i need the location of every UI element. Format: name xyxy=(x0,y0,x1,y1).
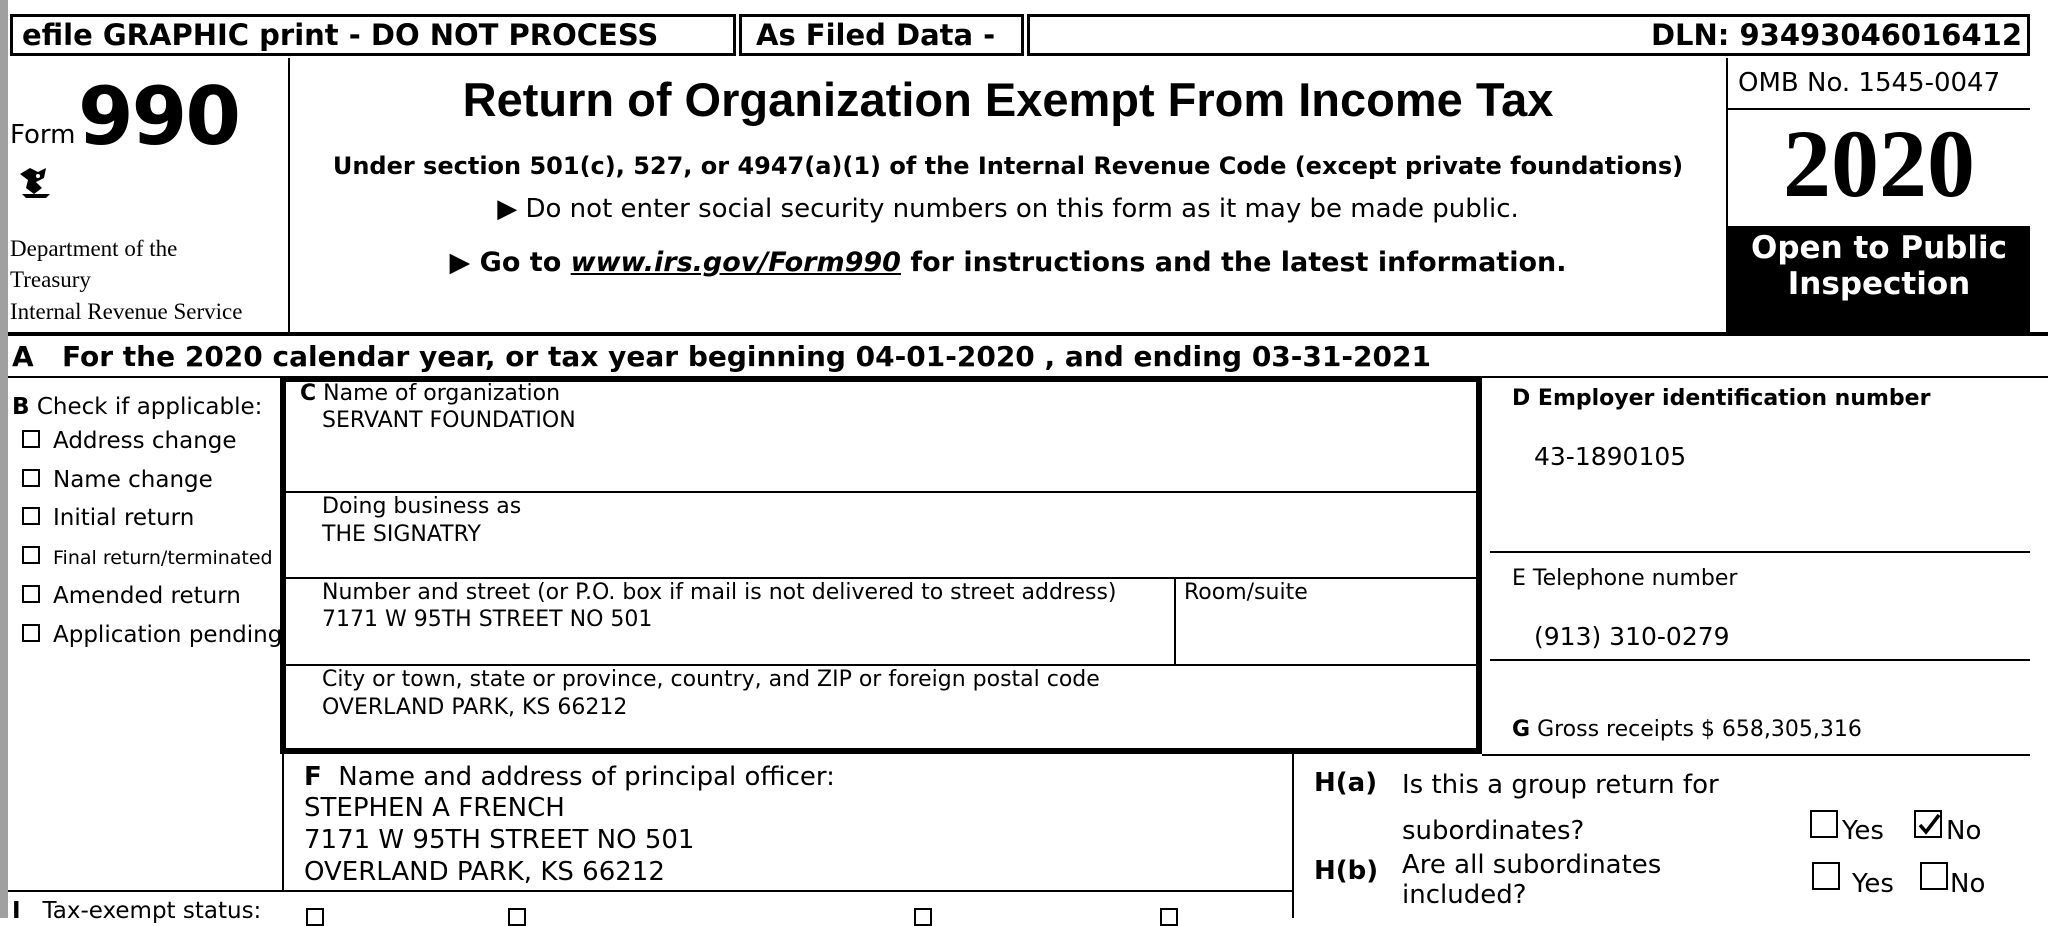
c-divider-1 xyxy=(286,491,1476,493)
dept-line2: Treasury xyxy=(10,267,91,292)
address-change-label: Address change xyxy=(53,428,237,454)
section-b-title: B Check if applicable: xyxy=(12,394,263,420)
form-number: 990 xyxy=(78,70,239,163)
initial-return-label: Initial return xyxy=(53,505,195,531)
form-word: Form xyxy=(10,120,76,150)
c-divider-2 xyxy=(286,577,1476,579)
gross-receipts: G Gross receipts $ 658,305,316 xyxy=(1512,717,1862,742)
arrow-icon: ▶ xyxy=(449,247,480,278)
ha-text1: Is this a group return for xyxy=(1402,770,1719,800)
g-divider xyxy=(1482,754,2030,756)
amended-return-checkbox[interactable] xyxy=(22,585,40,603)
line-a-text: For the 2020 calendar year, or tax year beginning 04-01-2020 , and ending 03-31-2021 xyxy=(62,340,1431,373)
ha-yes-label: Yes xyxy=(1842,816,1884,846)
e-divider xyxy=(1490,659,2030,661)
header-bottom-rule xyxy=(8,332,2048,336)
street-label: Number and street (or P.O. box if mail is not delivered to street address) xyxy=(322,580,1117,605)
initial-return-checkbox[interactable] xyxy=(22,507,40,525)
checkmark-icon xyxy=(1917,813,1941,837)
hb-text1: Are all subordinates xyxy=(1402,850,1662,880)
name-change-checkbox[interactable] xyxy=(22,469,40,487)
room-suite-label: Room/suite xyxy=(1184,580,1308,605)
final-return-checkbox[interactable] xyxy=(22,546,40,564)
ha-no-label: No xyxy=(1946,816,1982,846)
as-filed-text: As Filed Data - xyxy=(756,18,996,52)
officer-city: OVERLAND PARK, KS 66212 xyxy=(304,857,665,887)
ha-no-checkbox[interactable] xyxy=(1914,810,1942,838)
room-divider xyxy=(1174,577,1176,664)
org-name-value: SERVANT FOUNDATION xyxy=(322,408,576,433)
i-checkbox-501c[interactable] xyxy=(508,908,526,926)
ha-text2: subordinates? xyxy=(1402,816,1585,846)
open-line1: Open to Public xyxy=(1751,230,2007,266)
page-edge xyxy=(0,0,8,918)
i-checkbox-4947[interactable] xyxy=(914,908,932,926)
form-subtitle: Under section 501(c), 527, or 4947(a)(1) of the Internal Revenue Code (except private foundations) xyxy=(332,152,1684,180)
dept-line3: Internal Revenue Service xyxy=(10,299,243,324)
principal-officer-label: F Name and address of principal officer: xyxy=(304,762,835,792)
name-of-org-label: C Name of organization xyxy=(300,381,561,406)
telephone-label: E Telephone number xyxy=(1512,566,1738,591)
tax-year: 2020 xyxy=(1783,110,1975,217)
efile-banner-text: efile GRAPHIC print - DO NOT PROCESS xyxy=(22,18,659,52)
f-left-divider xyxy=(282,754,284,890)
ein-label: D Employer identification number xyxy=(1512,386,1931,411)
tax-exempt-status: I Tax-exempt status: xyxy=(12,898,262,924)
form-title: Return of Organization Exempt From Income Tax xyxy=(462,73,1554,126)
dba-label: Doing business as xyxy=(322,494,522,519)
i-checkbox-501c3[interactable] xyxy=(306,908,324,926)
name-change-label: Name change xyxy=(53,467,213,493)
irs-link[interactable]: www.irs.gov/Form990 xyxy=(570,247,901,278)
address-change-checkbox[interactable] xyxy=(22,430,40,448)
ha-yes-checkbox[interactable] xyxy=(1810,810,1838,838)
line-a-label: A xyxy=(12,340,34,373)
open-line2: Inspection xyxy=(1787,266,1971,302)
application-pending-checkbox[interactable] xyxy=(22,624,40,642)
application-pending-label: Application pending xyxy=(53,622,283,648)
dept-line1: Department of the xyxy=(10,236,178,261)
final-return-label: Final return/terminated xyxy=(53,547,273,569)
hb-yes-label: Yes xyxy=(1852,869,1894,899)
street-value: 7171 W 95TH STREET NO 501 xyxy=(322,607,653,632)
city-label: City or town, state or province, country, and ZIP or foreign postal code xyxy=(322,667,1100,692)
arrow-icon: ▶ xyxy=(497,194,526,224)
amended-return-label: Amended return xyxy=(53,583,241,609)
ein-value: 43-1890105 xyxy=(1534,442,1687,471)
instructions-note: ▶ Go to www.irs.gov/Form990 for instructions and the latest information. xyxy=(449,247,1567,278)
hb-no-checkbox[interactable] xyxy=(1920,862,1948,890)
fh-divider xyxy=(1292,754,1294,918)
ssn-note: ▶ Do not enter social security numbers on this form as it may be made public. xyxy=(497,194,1519,224)
hb-label: H(b) xyxy=(1314,856,1379,886)
irs-eagle-logo xyxy=(16,164,56,200)
hb-text2: included? xyxy=(1402,880,1527,910)
f-bottom-rule xyxy=(8,890,1292,892)
omb-number: OMB No. 1545-0047 xyxy=(1738,68,2001,98)
c-divider-3 xyxy=(286,664,1476,666)
telephone-value: (913) 310-0279 xyxy=(1534,622,1730,651)
dln-text: DLN: 93493046016412 xyxy=(1650,18,2022,52)
hb-no-label: No xyxy=(1950,869,1986,899)
d-divider xyxy=(1490,551,2030,553)
hb-yes-checkbox[interactable] xyxy=(1812,862,1840,890)
dba-value: THE SIGNATRY xyxy=(322,522,481,547)
ha-label: H(a) xyxy=(1314,768,1378,798)
i-checkbox-527[interactable] xyxy=(1160,908,1178,926)
officer-name: STEPHEN A FRENCH xyxy=(304,793,565,823)
officer-street: 7171 W 95TH STREET NO 501 xyxy=(304,825,695,855)
city-value: OVERLAND PARK, KS 66212 xyxy=(322,695,628,720)
